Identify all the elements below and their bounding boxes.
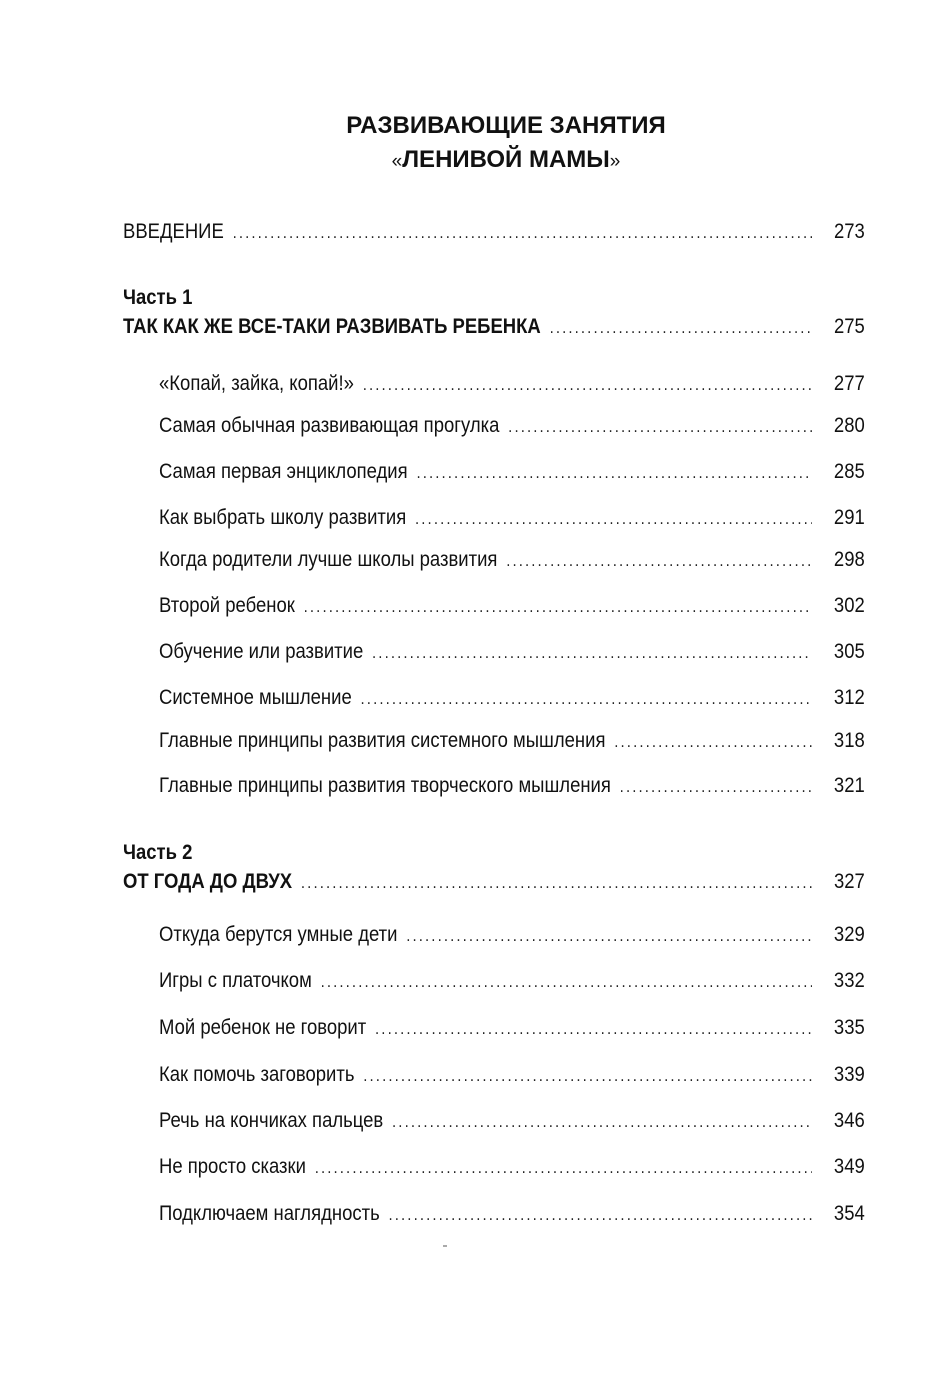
dot-leader xyxy=(315,1153,812,1183)
open-quote: « xyxy=(391,151,403,172)
toc-entry-label: ВВЕДЕНИЕ xyxy=(123,220,224,243)
toc-entry-label: ОТ ГОДА ДО ДВУХ xyxy=(123,870,293,893)
toc-entry-intro[interactable] xyxy=(123,217,865,247)
dot-leader xyxy=(389,1200,812,1230)
toc-entry-page: 339 xyxy=(833,1063,865,1086)
toc-entry-label: Мой ребенок не говорит xyxy=(159,1016,367,1039)
toc-entry-label: Главные принципы развития системного мышления xyxy=(159,729,606,752)
toc-entry-label: Подключаем наглядность xyxy=(159,1202,380,1225)
title-text: ЛЕНИВОЙ МАМЫ xyxy=(402,146,610,173)
toc-entry[interactable] xyxy=(159,1152,865,1182)
toc-entry[interactable] xyxy=(159,545,865,575)
toc-entry[interactable] xyxy=(159,411,865,441)
toc-entry-label: Игры с платочком xyxy=(159,969,312,992)
toc-entry-part-2-heading[interactable] xyxy=(123,867,865,897)
part-1-label: Часть 1 xyxy=(123,286,193,309)
toc-entry-page: 312 xyxy=(833,686,865,709)
toc-entry-page: 349 xyxy=(833,1155,865,1178)
page-title-line-1 xyxy=(0,111,946,141)
toc-entry-label: ТАК КАК ЖЕ ВСЕ-ТАКИ РАЗВИВАТЬ РЕБЕНКА xyxy=(123,315,541,338)
dot-leader xyxy=(372,638,812,668)
scan-artifact xyxy=(443,1245,447,1247)
toc-entry-page: 321 xyxy=(833,774,865,797)
toc-entry-label: Как выбрать школу развития xyxy=(159,506,407,529)
toc-entry-part-1-heading[interactable] xyxy=(123,312,865,342)
toc-entry-page: 332 xyxy=(833,969,865,992)
dot-leader xyxy=(416,458,812,488)
toc-entry[interactable] xyxy=(159,1013,865,1043)
toc-entry-page: 354 xyxy=(833,1202,865,1225)
dot-leader xyxy=(406,921,812,951)
toc-entry[interactable] xyxy=(159,637,865,667)
toc-entry-label: Второй ребенок xyxy=(159,594,295,617)
toc-entry-label: Как помочь заговорить xyxy=(159,1063,355,1086)
part-2-label: Часть 2 xyxy=(123,841,193,864)
toc-entry-page: 298 xyxy=(833,548,865,571)
dot-leader xyxy=(301,868,812,898)
toc-entry[interactable] xyxy=(159,726,865,756)
toc-entry-page: 302 xyxy=(833,594,865,617)
toc-entry[interactable] xyxy=(159,771,865,801)
dot-leader xyxy=(550,313,812,343)
toc-entry-label: Самая обычная развивающая прогулка xyxy=(159,414,500,437)
toc-entry-page: 305 xyxy=(833,640,865,663)
toc-entry[interactable] xyxy=(159,920,865,950)
dot-leader xyxy=(508,412,812,442)
toc-entry-page: 285 xyxy=(833,460,865,483)
toc-entry-page: 318 xyxy=(833,729,865,752)
toc-entry-page: 346 xyxy=(833,1109,865,1132)
toc-entry-page: 280 xyxy=(833,414,865,437)
toc-entry-page: 335 xyxy=(833,1016,865,1039)
dot-leader xyxy=(620,772,812,802)
dot-leader xyxy=(363,1061,812,1091)
toc-entry-label: Откуда берутся умные дети xyxy=(159,923,398,946)
toc-entry-label: Когда родители лучше школы развития xyxy=(159,548,498,571)
dot-leader xyxy=(415,504,812,534)
toc-entry[interactable] xyxy=(159,1106,865,1136)
toc-entry-label: Системное мышление xyxy=(159,686,352,709)
toc-entry-page: 277 xyxy=(833,372,865,395)
toc-entry-label: Речь на кончиках пальцев xyxy=(159,1109,384,1132)
toc-entry[interactable] xyxy=(159,1199,865,1229)
dot-leader xyxy=(361,684,812,714)
toc-entry-page: 275 xyxy=(833,315,865,338)
toc-entry-label: Самая первая энциклопедия xyxy=(159,460,408,483)
dot-leader xyxy=(304,592,812,622)
toc-entry-page: 291 xyxy=(833,506,865,529)
toc-entry[interactable] xyxy=(159,683,865,713)
dot-leader xyxy=(233,218,812,248)
toc-entry[interactable] xyxy=(159,966,865,996)
close-quote: » xyxy=(609,151,621,172)
toc-entry[interactable] xyxy=(159,1060,865,1090)
toc-entry[interactable] xyxy=(159,503,865,533)
toc-entry[interactable] xyxy=(159,457,865,487)
page-title-line-2 xyxy=(0,145,946,177)
toc-entry-label: «Копай, зайка, копай!» xyxy=(159,372,354,395)
title-text: РАЗВИВАЮЩИЕ ЗАНЯТИЯ xyxy=(346,112,666,139)
dot-leader xyxy=(363,370,812,400)
toc-entry[interactable] xyxy=(159,369,865,399)
toc-entry[interactable] xyxy=(159,591,865,621)
dot-leader xyxy=(321,967,812,997)
dot-leader xyxy=(392,1107,812,1137)
dot-leader xyxy=(375,1014,812,1044)
toc-entry-label: Не просто сказки xyxy=(159,1155,306,1178)
toc-entry-label: Главные принципы развития творческого мышления xyxy=(159,774,611,797)
toc-entry-page: 327 xyxy=(833,870,865,893)
dot-leader xyxy=(614,727,812,757)
toc-entry-label: Обучение или развитие xyxy=(159,640,364,663)
toc-entry-page: 273 xyxy=(833,220,865,243)
dot-leader xyxy=(506,546,812,576)
toc-entry-page: 329 xyxy=(833,923,865,946)
